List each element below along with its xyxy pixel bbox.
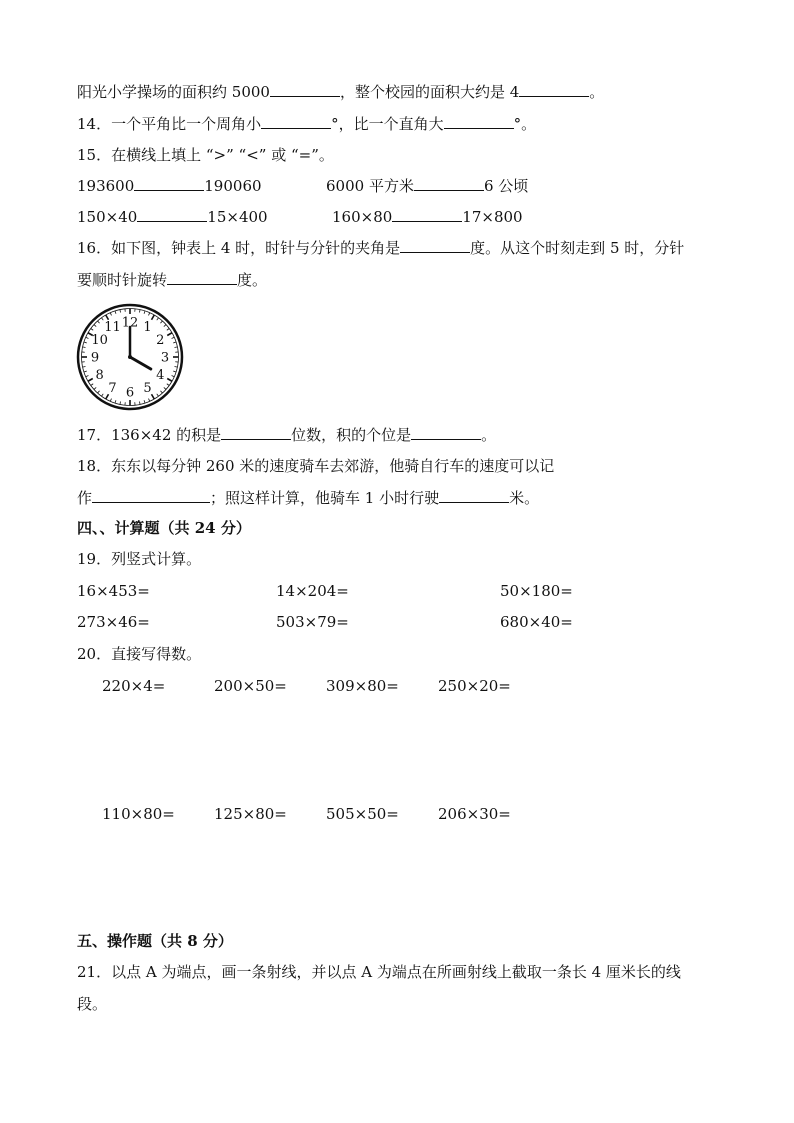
question-19-title: 19．列竖式计算。	[77, 550, 202, 568]
calc-item: 505×50=	[326, 805, 399, 823]
calc-item: 125×80=	[214, 805, 287, 823]
calc-item: 200×50=	[214, 677, 287, 695]
answer-blank[interactable]	[444, 114, 514, 129]
answer-blank[interactable]	[167, 270, 237, 285]
q13-continued: 阳光小学操场的面积约 5000 ，整个校园的面积大约是 4 。	[77, 83, 605, 101]
calc-item: 14×204=	[276, 582, 349, 600]
question-16-cont: 要顺时针旋转 度。	[77, 271, 268, 289]
question-15-title: 15．在横线上填上 “>” “<” 或 “=”。	[77, 146, 334, 164]
clock-number: 6	[125, 385, 135, 401]
answer-blank[interactable]	[439, 488, 509, 503]
answer-blank[interactable]	[92, 488, 210, 503]
calc-item: 680×40=	[500, 613, 573, 631]
calc-item: 273×46=	[77, 613, 150, 631]
section-4-title: 四、、计算题（共 24 分）	[77, 519, 251, 537]
clock-number: 8	[95, 368, 104, 383]
clock-number: 10	[91, 333, 108, 348]
question-17: 17．136×42 的积是 位数，积的个位是 。	[77, 426, 497, 444]
calc-item: 50×180=	[500, 582, 573, 600]
clock-number: 5	[143, 380, 152, 396]
clock-face	[76, 303, 184, 411]
question-20-title: 20．直接写得数。	[77, 645, 202, 663]
question-18: 18．东东以每分钟 260 米的速度骑车去郊游，他骑自行车的速度可以记	[77, 457, 555, 475]
compare-item: 193600 190060	[77, 177, 262, 195]
answer-blank[interactable]	[400, 238, 470, 253]
clock-number: 2	[156, 333, 165, 348]
answer-blank[interactable]	[261, 114, 331, 129]
compare-item: 6000 平方米 6 公顷	[326, 177, 529, 195]
calc-item: 220×4=	[102, 677, 166, 695]
section-5-title: 五、操作题（共 8 分）	[77, 932, 233, 950]
calc-item: 503×79=	[276, 613, 349, 631]
compare-item: 150×40 15×400	[77, 208, 268, 226]
calc-item: 110×80=	[102, 805, 175, 823]
clock-number: 9	[90, 350, 100, 366]
question-16: 16．如下图，钟表上 4 时，时针与分针的夹角是 度。从这个时刻走到 5 时，分针	[77, 239, 685, 257]
answer-blank[interactable]	[519, 82, 589, 97]
calc-item: 250×20=	[438, 677, 511, 695]
calc-item: 16×453=	[77, 582, 150, 600]
clock-number: 1	[143, 320, 152, 336]
answer-blank[interactable]	[134, 176, 204, 191]
calc-item: 206×30=	[438, 805, 511, 823]
answer-blank[interactable]	[270, 82, 340, 97]
clock-number: 3	[160, 350, 170, 366]
question-21-cont: 段。	[77, 995, 108, 1013]
question-14: 14．一个平角比一个周角小 °，比一个直角大 °。	[77, 115, 537, 133]
answer-blank[interactable]	[411, 425, 481, 440]
question-21: 21．以点 A 为端点，画一条射线，并以点 A 为端点在所画射线上截取一条长 4 厘米长的线	[77, 963, 681, 981]
calc-item: 309×80=	[326, 677, 399, 695]
question-18-cont: 作 ；照这样计算，他骑车 1 小时行驶 米。	[77, 489, 540, 507]
clock-number: 12	[121, 315, 139, 331]
compare-item: 160×80 17×800	[332, 208, 523, 226]
answer-blank[interactable]	[221, 425, 291, 440]
clock-number: 11	[104, 320, 121, 336]
clock-number: 7	[108, 380, 117, 396]
answer-blank[interactable]	[392, 207, 462, 222]
clock-number: 4	[156, 368, 165, 383]
answer-blank[interactable]	[414, 176, 484, 191]
answer-blank[interactable]	[137, 207, 207, 222]
